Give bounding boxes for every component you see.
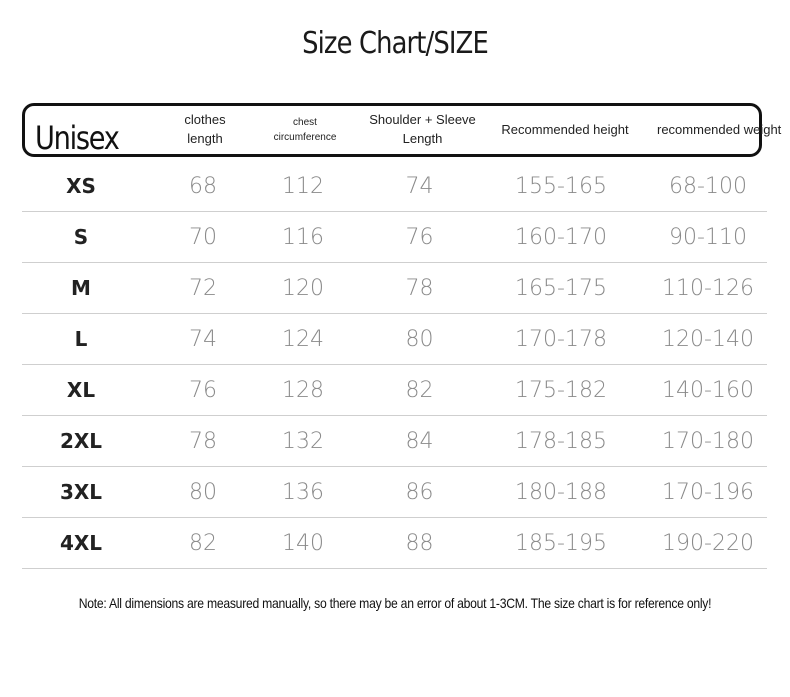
size-label: S [73,225,89,249]
chest-value: 112 [282,173,324,199]
clothes-length-value: 68 [189,173,217,199]
table-row [22,416,767,467]
shoulder-sleeve-value: 86 [405,479,434,505]
weight-value: 190-220 [662,530,754,556]
chest-value: 140 [282,530,324,556]
height-value: 175-182 [515,377,607,403]
header-clothes-length-line2: length [187,131,223,146]
table-row [22,467,767,518]
weight-value: 110-126 [662,275,754,301]
clothes-length-value: 82 [189,530,217,556]
clothes-length-value: 80 [189,479,217,505]
clothes-length-value: 72 [189,275,217,301]
shoulder-sleeve-value: 88 [405,530,434,556]
header-shoulder-sleeve-length [355,106,490,154]
header-chest-circumference [255,106,355,154]
size-label: M [71,276,91,300]
height-value: 165-175 [515,275,607,301]
clothes-length-value: 76 [189,377,217,403]
shoulder-sleeve-value: 78 [405,275,434,301]
header-clothes-length-line1: clothes [184,112,226,128]
height-value: 180-188 [515,479,607,505]
clothes-length-value: 74 [189,326,217,352]
height-value: 170-178 [515,326,607,352]
chest-value: 136 [282,479,324,505]
header-clothes-length [155,106,255,154]
table-row [22,263,767,314]
weight-value: 120-140 [662,326,754,352]
header-chest-line2: circumference [273,132,337,143]
clothes-length-value: 70 [189,224,217,250]
size-label: 4XL [59,531,103,555]
table-row [22,365,767,416]
weight-value: 170-196 [662,479,754,505]
weight-value: 140-160 [662,377,754,403]
header-chest-line1: chest [293,117,317,128]
header-recommended-height: Recommended height [501,121,629,137]
height-value: 160-170 [515,224,607,250]
table-row [22,161,767,212]
clothes-length-value: 78 [189,428,217,454]
height-value: 155-165 [515,173,607,199]
table-header [22,103,782,157]
shoulder-sleeve-value: 76 [405,224,434,250]
size-label: L [74,327,88,351]
shoulder-sleeve-value: 82 [405,377,434,403]
chest-value: 120 [282,275,324,301]
table-row [22,212,767,263]
chest-value: 124 [282,326,324,352]
size-label: XS [66,174,96,198]
header-unisex-label: Unisex [35,118,119,157]
chest-value: 132 [282,428,324,454]
table-row [22,314,767,365]
chest-value: 116 [282,224,324,250]
shoulder-sleeve-value: 80 [405,326,434,352]
chest-value: 128 [282,377,324,403]
weight-value: 90-110 [669,224,747,250]
height-value: 178-185 [515,428,607,454]
page-title: Size Chart/SIZE [302,26,488,61]
weight-value: 170-180 [662,428,754,454]
header-recommended-weight: recommended weight [657,121,782,137]
weight-value: 68-100 [669,173,747,199]
disclaimer-note: Note: All dimensions are measured manually, so there may be an error of about 1-3CM. The size chart is for reference only! [78,595,712,611]
shoulder-sleeve-value: 84 [405,428,434,454]
table-row [22,518,767,569]
height-value: 185-195 [515,530,607,556]
size-label: 2XL [59,429,103,453]
header-shoulder-line2: Length [402,131,443,146]
size-label: 3XL [59,480,103,504]
shoulder-sleeve-value: 74 [405,173,434,199]
size-label: XL [66,378,96,402]
header-shoulder-line1: Shoulder + Sleeve [369,112,476,128]
